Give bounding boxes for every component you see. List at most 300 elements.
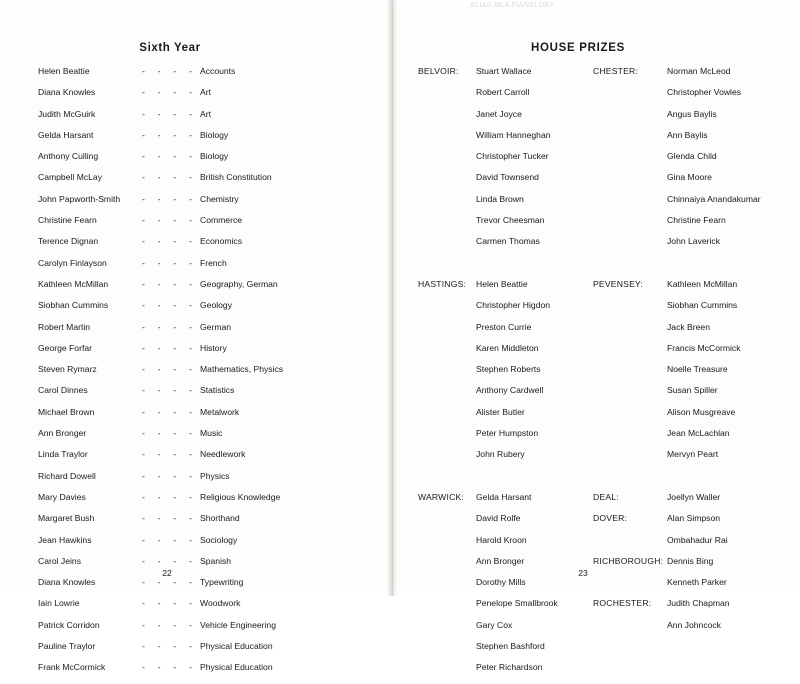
leader-dash: - [189, 193, 192, 204]
leader-dash: - [189, 449, 192, 460]
prize-winner-name: Anthony Cardwell [476, 385, 544, 396]
leader-dash: - [173, 662, 177, 673]
leader-dashes [142, 364, 200, 374]
prize-winner-name: Alison Musgreave [667, 406, 736, 417]
leader-dash: - [173, 172, 177, 183]
leader-dash: - [173, 491, 177, 502]
leader-dash: - [157, 364, 161, 375]
prize-winner-name: Francis McCormick [667, 342, 741, 353]
subject-name: Religious Knowledge [200, 491, 281, 502]
leader-dashes [142, 151, 200, 161]
leader-dashes [142, 641, 200, 651]
subject-row [38, 471, 368, 492]
leader-dash: - [142, 108, 145, 119]
pupil-name: Diana Knowles [38, 577, 96, 588]
leader-dash: - [173, 364, 177, 375]
group-spacer [418, 471, 800, 492]
pupil-name: Gelda Harsant [38, 129, 94, 140]
leader-dash: - [157, 87, 161, 98]
leader-dash: - [157, 662, 161, 673]
subject-row [38, 364, 368, 385]
leader-dashes [142, 322, 200, 332]
subject-row [38, 620, 368, 641]
prize-winner-name: Robert Carroll [476, 87, 530, 98]
subject-name: Geography, German [200, 278, 278, 289]
house-name-list [667, 513, 783, 556]
leader-dash: - [142, 129, 145, 140]
house-prizes-columns [418, 66, 800, 684]
leader-dash: - [173, 406, 177, 417]
subject-name: Biology [200, 151, 229, 162]
leader-dash: - [142, 300, 145, 311]
prize-winner-name: Alan Simpson [667, 513, 721, 524]
subject-name: Needlework [200, 449, 246, 460]
subject-row [38, 513, 368, 534]
prize-winner-name: Christopher Tucker [476, 151, 549, 162]
house-name-list [667, 492, 783, 513]
leader-dash: - [173, 385, 177, 396]
prize-winner-name: Kathleen McMillan [667, 278, 738, 289]
leader-dash: - [142, 66, 145, 76]
leader-dash: - [173, 641, 177, 652]
leader-dash: - [189, 321, 192, 332]
pupil-name: Pauline Traylor [38, 641, 96, 652]
subject-name: Geology [200, 300, 233, 311]
leader-dash: - [189, 87, 192, 98]
leader-dash: - [157, 598, 161, 609]
pupil-name: Judith McGuirk [38, 108, 96, 119]
sixth-year-subject-list [38, 66, 368, 684]
prize-winner-name: William Hanneghan [476, 129, 551, 140]
pupil-name: Richard Dowell [38, 470, 96, 481]
leader-dash: - [142, 598, 145, 609]
leader-dash: - [189, 577, 192, 588]
prize-winner-name: Kenneth Parker [667, 577, 727, 588]
house-label: PEVENSEY: [593, 278, 644, 289]
leader-dash: - [157, 491, 161, 502]
subject-row [38, 109, 368, 130]
leader-dash: - [142, 257, 145, 268]
leader-dash: - [157, 108, 161, 119]
leader-dash: - [142, 151, 145, 162]
pupil-name: Terence Dignan [38, 236, 99, 247]
house-group [418, 492, 800, 684]
leader-dash: - [157, 619, 161, 630]
prize-winner-name: Judith Chapman [667, 598, 730, 609]
house-label: DOVER: [593, 513, 628, 524]
prize-winner-name: Penelope Smallbrook [476, 598, 558, 609]
house-label: ROCHESTER: [593, 598, 652, 609]
leader-dashes [142, 66, 200, 76]
leader-dash: - [173, 619, 177, 630]
subject-name: British Constitution [200, 172, 272, 183]
prize-winner-name: Alister Butler [476, 406, 525, 417]
prize-winner-name: Joellyn Waller [667, 491, 721, 502]
leader-dash: - [157, 555, 161, 566]
subject-row [38, 215, 368, 236]
house-column [418, 492, 593, 684]
leader-dash: - [157, 129, 161, 140]
prize-winner-name: Linda Brown [476, 193, 524, 204]
subject-row [38, 300, 368, 321]
subject-name: Art [200, 87, 211, 98]
subject-row [38, 343, 368, 364]
leader-dash: - [173, 236, 177, 247]
leader-dash: - [142, 470, 145, 481]
house-block [593, 513, 783, 556]
leader-dashes [142, 109, 200, 119]
prize-winner-name: John Rubery [476, 449, 525, 460]
pupil-name: Diana Knowles [38, 87, 96, 98]
prize-winner-name: Gelda Harsant [476, 491, 532, 502]
prize-winner-name: Karen Middleton [476, 342, 539, 353]
leader-dash: - [173, 215, 177, 226]
pupil-name: Kathleen McMillan [38, 278, 109, 289]
leader-dashes [142, 215, 200, 225]
leader-dash: - [157, 278, 161, 289]
leader-dash: - [157, 470, 161, 481]
leader-dash: - [189, 172, 192, 183]
leader-dashes [142, 87, 200, 97]
leader-dash: - [142, 406, 145, 417]
house-label: DEAL: [593, 491, 619, 502]
pupil-name: Anthony Culling [38, 151, 99, 162]
subject-name: Sociology [200, 534, 238, 545]
prize-winner-name: John Laverick [667, 236, 721, 247]
leader-dash: - [157, 66, 161, 76]
subject-row [38, 279, 368, 300]
leader-dash: - [189, 215, 192, 226]
leader-dash: - [189, 534, 192, 545]
leader-dash: - [142, 555, 145, 566]
prize-winner-name: Janet Joyce [476, 108, 522, 119]
house-group [418, 279, 800, 471]
prize-winner-name: David Rolfe [476, 513, 521, 524]
leader-dash: - [157, 428, 161, 439]
subject-row [38, 258, 368, 279]
leader-dash: - [173, 193, 177, 204]
leader-dash: - [142, 641, 145, 652]
leader-dash: - [173, 342, 177, 353]
house-name-list [476, 279, 593, 471]
subject-name: History [200, 342, 227, 353]
house-group [418, 66, 800, 258]
subject-name: Accounts [200, 66, 236, 76]
house-column [593, 279, 783, 471]
pupil-name: Steven Rymarz [38, 364, 97, 375]
pupil-name: Helen Beattie [38, 66, 90, 76]
subject-name: Metalwork [200, 406, 240, 417]
leader-dash: - [173, 449, 177, 460]
right-page-folio: 23 [578, 568, 588, 578]
house-label: CHESTER: [593, 66, 639, 76]
subject-name: Spanish [200, 555, 232, 566]
subject-row [38, 130, 368, 151]
page-gutter-line [392, 0, 393, 596]
house-name-list [667, 598, 783, 641]
leader-dash: - [189, 385, 192, 396]
leader-dashes [142, 385, 200, 395]
pupil-name: John Papworth-Smith [38, 193, 121, 204]
leader-dashes [142, 428, 200, 438]
pupil-name: Christine Fearn [38, 215, 97, 226]
pupil-name: Robert Martin [38, 321, 91, 332]
prize-winner-name: Christopher Higdon [476, 300, 551, 311]
prize-winner-name: Jack Breen [667, 321, 710, 332]
pupil-name: Carol Dinnes [38, 385, 88, 396]
leader-dash: - [157, 342, 161, 353]
leader-dashes [142, 172, 200, 182]
leader-dash: - [173, 321, 177, 332]
prize-winner-name: Harold Kroon [476, 534, 527, 545]
pupil-name: Jean Hawkins [38, 534, 92, 545]
subject-name: Woodwork [200, 598, 241, 609]
subject-name: Music [200, 428, 223, 439]
prize-winner-name: Christine Fearn [667, 215, 726, 226]
prize-winner-name: Gary Cox [476, 619, 513, 630]
house-label: WARWICK: [418, 491, 464, 502]
subject-name: Vehicle Engineering [200, 619, 276, 630]
house-label: HASTINGS: [418, 278, 467, 289]
subject-row [38, 385, 368, 406]
subject-row [38, 449, 368, 470]
subject-row [38, 641, 368, 662]
leader-dash: - [142, 193, 145, 204]
leader-dash: - [189, 641, 192, 652]
prize-winner-name: Christopher Vowles [667, 87, 742, 98]
pupil-name: Mary Davies [38, 491, 86, 502]
leader-dash: - [157, 172, 161, 183]
pupil-name: Siobhan Cummins [38, 300, 109, 311]
leader-dash: - [157, 513, 161, 524]
subject-name: French [200, 257, 227, 268]
right-page-heading: HOUSE PRIZES [530, 42, 626, 54]
leader-dashes [142, 343, 200, 353]
left-page-heading: Sixth Year [139, 42, 201, 54]
leader-dashes [142, 535, 200, 545]
leader-dash: - [173, 534, 177, 545]
leader-dash: - [157, 641, 161, 652]
house-column [593, 66, 783, 258]
leader-dash: - [173, 108, 177, 119]
prize-winner-name: Carmen Thomas [476, 236, 540, 247]
pupil-name: George Forfar [38, 342, 92, 353]
prize-winner-name: Siobhan Cummins [667, 300, 738, 311]
pupil-name: Iain Lowrie [38, 598, 80, 609]
leader-dash: - [189, 513, 192, 524]
leader-dashes [142, 449, 200, 459]
leader-dash: - [142, 491, 145, 502]
leader-dash: - [189, 257, 192, 268]
subject-name: Physical Education [200, 641, 273, 652]
pupil-name: Patrick Corridon [38, 619, 100, 630]
subject-name: Mathematics, Physics [200, 364, 284, 375]
prize-winner-name: Norman McLeod [667, 66, 731, 76]
leader-dash: - [142, 385, 145, 396]
prize-winner-name: Glenda Child [667, 151, 717, 162]
pupil-name: Michael Brown [38, 406, 95, 417]
subject-row [38, 662, 368, 683]
prize-winner-name: David Townsend [476, 172, 539, 183]
leader-dash: - [189, 364, 192, 375]
prize-winner-name: Ombahadur Rai [667, 534, 728, 545]
pupil-name: Carol Jeins [38, 555, 81, 566]
leader-dash: - [142, 321, 145, 332]
leader-dash: - [142, 215, 145, 226]
leader-dash: - [157, 406, 161, 417]
subject-row [38, 151, 368, 172]
subject-row [38, 598, 368, 619]
subject-name: Typewriting [200, 577, 244, 588]
prize-winner-name: Dorothy Mills [476, 577, 526, 588]
prize-winner-name: Gina Moore [667, 172, 712, 183]
subject-row [38, 428, 368, 449]
leader-dash: - [142, 577, 145, 588]
prize-winner-name: Preston Currie [476, 321, 532, 332]
leader-dashes [142, 492, 200, 502]
prize-winner-name: Stephen Bashford [476, 641, 545, 652]
leader-dash: - [189, 470, 192, 481]
prize-winner-name: Angus Baylis [667, 108, 717, 119]
leader-dash: - [157, 151, 161, 162]
leader-dashes [142, 662, 200, 672]
subject-name: Economics [200, 236, 243, 247]
leader-dash: - [189, 662, 192, 673]
leader-dash: - [173, 598, 177, 609]
bleed-through-text: ALIAS MLA FIANSLOEY [470, 2, 555, 9]
group-spacer [418, 258, 800, 279]
subject-name: Art [200, 108, 211, 119]
leader-dash: - [173, 513, 177, 524]
house-block [593, 598, 783, 641]
house-column [418, 66, 593, 258]
leader-dash: - [173, 555, 177, 566]
leader-dash: - [142, 87, 145, 98]
prize-winner-name: Peter Richardson [476, 662, 543, 673]
leader-dash: - [189, 108, 192, 119]
leader-dash: - [189, 66, 192, 76]
leader-dash: - [189, 491, 192, 502]
subject-row [38, 236, 368, 257]
leader-dashes [142, 513, 200, 523]
pupil-name: Margaret Bush [38, 513, 95, 524]
leader-dash: - [157, 385, 161, 396]
pupil-name: Ann Bronger [38, 428, 87, 439]
prize-winner-name: Dennis Bing [667, 555, 714, 566]
leader-dash: - [142, 513, 145, 524]
left-page-folio: 22 [162, 568, 172, 578]
prize-winner-name: Stephen Roberts [476, 364, 541, 375]
prize-winner-name: Ann Johncock [667, 619, 721, 630]
subject-name: German [200, 321, 232, 332]
leader-dashes [142, 300, 200, 310]
prize-winner-name: Noelle Treasure [667, 364, 728, 375]
prize-winner-name: Peter Humpston [476, 428, 539, 439]
leader-dash: - [142, 172, 145, 183]
prize-winner-name: Ann Bronger [476, 555, 525, 566]
leader-dash: - [157, 321, 161, 332]
house-label: BELVOIR: [418, 66, 459, 76]
leader-dashes [142, 407, 200, 417]
leader-dash: - [142, 364, 145, 375]
leader-dash: - [157, 300, 161, 311]
right-page [398, 0, 800, 673]
leader-dash: - [173, 278, 177, 289]
subject-row [38, 66, 368, 87]
house-name-list [667, 66, 783, 258]
leader-dash: - [189, 342, 192, 353]
leader-dashes [142, 556, 200, 566]
small-house-column [593, 492, 783, 684]
leader-dash: - [173, 300, 177, 311]
leader-dash: - [189, 129, 192, 140]
leader-dash: - [142, 449, 145, 460]
subject-row [38, 172, 368, 193]
leader-dashes [142, 620, 200, 630]
leader-dash: - [189, 619, 192, 630]
subject-row [38, 492, 368, 513]
leader-dash: - [142, 619, 145, 630]
subject-name: Biology [200, 129, 229, 140]
leader-dash: - [173, 151, 177, 162]
prize-winner-name: Susan Spiller [667, 385, 718, 396]
leader-dash: - [189, 300, 192, 311]
leader-dash: - [142, 428, 145, 439]
house-column [418, 279, 593, 471]
house-name-list [667, 279, 783, 471]
leader-dash: - [157, 577, 161, 588]
leader-dash: - [189, 151, 192, 162]
leader-dashes [142, 236, 200, 246]
leader-dash: - [157, 449, 161, 460]
house-block [593, 492, 783, 513]
leader-dash: - [142, 342, 145, 353]
pupil-name: Linda Traylor [38, 449, 88, 460]
leader-dash: - [173, 87, 177, 98]
left-page [0, 0, 386, 673]
leader-dashes [142, 279, 200, 289]
subject-name: Physical Education [200, 662, 273, 673]
leader-dashes [142, 130, 200, 140]
prize-winner-name: Stuart Wallace [476, 66, 532, 76]
leader-dashes [142, 194, 200, 204]
leader-dash: - [189, 406, 192, 417]
subject-row [38, 577, 368, 598]
leader-dash: - [157, 193, 161, 204]
pupil-name: Carolyn Finlayson [38, 257, 107, 268]
subject-name: Shorthand [200, 513, 240, 524]
leader-dash: - [157, 534, 161, 545]
leader-dashes [142, 598, 200, 608]
leader-dash: - [189, 428, 192, 439]
leader-dash: - [157, 215, 161, 226]
subject-row [38, 87, 368, 108]
house-label: RICHBOROUGH: [593, 555, 664, 566]
subject-row [38, 194, 368, 215]
subject-name: Chemistry [200, 193, 239, 204]
leader-dashes [142, 471, 200, 481]
prize-winner-name: Mervyn Peart [667, 449, 719, 460]
leader-dash: - [142, 534, 145, 545]
subject-name: Physics [200, 470, 230, 481]
leader-dash: - [157, 257, 161, 268]
leader-dash: - [189, 236, 192, 247]
leader-dash: - [173, 129, 177, 140]
subject-name: Statistics [200, 385, 235, 396]
leader-dash: - [189, 555, 192, 566]
subject-row [38, 407, 368, 428]
leader-dash: - [173, 470, 177, 481]
